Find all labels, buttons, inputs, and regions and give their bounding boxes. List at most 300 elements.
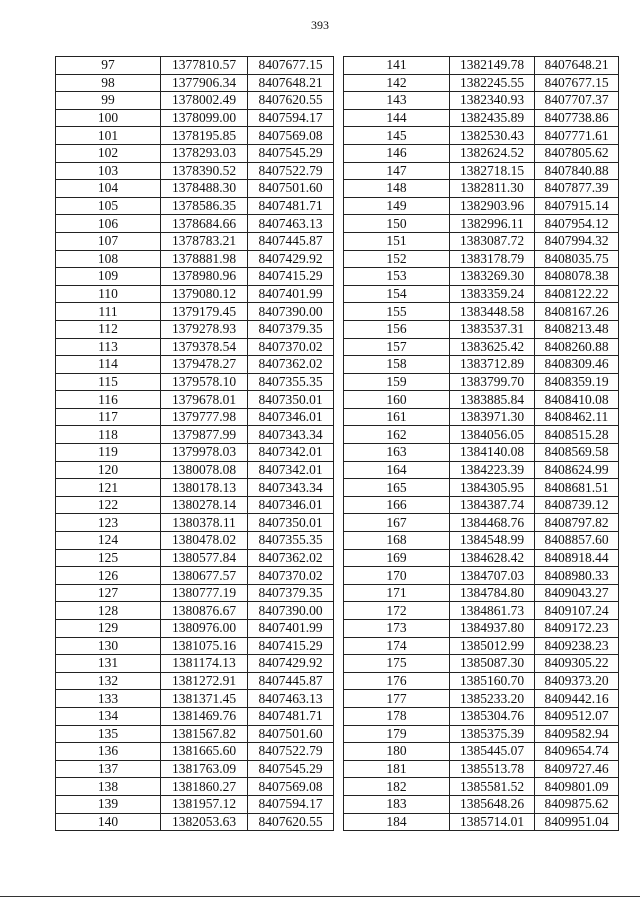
point-number-cell: 154 [344,285,450,303]
table-row [56,127,334,145]
y-coordinate-cell: 8407390.00 [248,602,334,620]
y-coordinate-cell: 8407343.34 [248,479,334,497]
table-row [344,127,619,145]
x-coordinate-cell: 1380876.67 [161,602,248,620]
table-row [344,479,619,497]
x-coordinate-cell: 1384548.99 [450,532,535,550]
y-coordinate-cell: 8407445.87 [248,672,334,690]
y-coordinate-cell: 8408797.82 [535,514,619,532]
y-coordinate-cell: 8409107.24 [535,602,619,620]
x-coordinate-cell: 1379080.12 [161,285,248,303]
table-row [344,549,619,567]
x-coordinate-cell: 1380378.11 [161,514,248,532]
table-row [344,320,619,338]
point-number-cell: 106 [56,215,161,233]
point-number-cell: 145 [344,127,450,145]
table-row [56,215,334,233]
table-row [56,373,334,391]
point-number-cell: 158 [344,356,450,374]
point-number-cell: 118 [56,426,161,444]
point-number-cell: 111 [56,303,161,321]
x-coordinate-cell: 1378881.98 [161,250,248,268]
x-coordinate-cell: 1382624.52 [450,144,535,162]
point-number-cell: 148 [344,180,450,198]
x-coordinate-cell: 1385648.26 [450,795,535,813]
point-number-cell: 180 [344,743,450,761]
x-coordinate-cell: 1385087.30 [450,655,535,673]
point-number-cell: 153 [344,268,450,286]
point-number-cell: 170 [344,567,450,585]
table-row [344,408,619,426]
y-coordinate-cell: 8407915.14 [535,197,619,215]
x-coordinate-cell: 1384305.95 [450,479,535,497]
point-number-cell: 109 [56,268,161,286]
x-coordinate-cell: 1384937.80 [450,620,535,638]
x-coordinate-cell: 1380478.02 [161,532,248,550]
point-number-cell: 114 [56,356,161,374]
table-row [56,602,334,620]
table-row [344,567,619,585]
table-row [344,743,619,761]
x-coordinate-cell: 1382340.93 [450,92,535,110]
x-coordinate-cell: 1384628.42 [450,549,535,567]
point-number-cell: 127 [56,584,161,602]
point-number-cell: 105 [56,197,161,215]
point-number-cell: 163 [344,444,450,462]
y-coordinate-cell: 8407463.13 [248,690,334,708]
x-coordinate-cell: 1385581.52 [450,778,535,796]
point-number-cell: 128 [56,602,161,620]
point-number-cell: 182 [344,778,450,796]
y-coordinate-cell: 8407379.35 [248,584,334,602]
y-coordinate-cell: 8407522.79 [248,162,334,180]
point-number-cell: 150 [344,215,450,233]
y-coordinate-cell: 8407342.01 [248,444,334,462]
table-row [56,584,334,602]
table-row [56,743,334,761]
x-coordinate-cell: 1382718.15 [450,162,535,180]
table-row [344,602,619,620]
table-row [56,514,334,532]
point-number-cell: 125 [56,549,161,567]
x-coordinate-cell: 1378980.96 [161,268,248,286]
y-coordinate-cell: 8409512.07 [535,707,619,725]
table-row [56,690,334,708]
y-coordinate-cell: 8408980.33 [535,567,619,585]
y-coordinate-cell: 8409172.23 [535,620,619,638]
table-row [56,426,334,444]
point-number-cell: 160 [344,391,450,409]
point-number-cell: 178 [344,707,450,725]
x-coordinate-cell: 1384707.03 [450,567,535,585]
y-coordinate-cell: 8409727.46 [535,760,619,778]
x-coordinate-cell: 1383087.72 [450,232,535,250]
point-number-cell: 136 [56,743,161,761]
point-number-cell: 129 [56,620,161,638]
y-coordinate-cell: 8407355.35 [248,532,334,550]
point-number-cell: 135 [56,725,161,743]
table-row [56,620,334,638]
x-coordinate-cell: 1379378.54 [161,338,248,356]
x-coordinate-cell: 1382811.30 [450,180,535,198]
y-coordinate-cell: 8408681.51 [535,479,619,497]
y-coordinate-cell: 8407342.01 [248,461,334,479]
point-number-cell: 126 [56,567,161,585]
point-number-cell: 151 [344,232,450,250]
y-coordinate-cell: 8408569.58 [535,444,619,462]
y-coordinate-cell: 8407620.55 [248,92,334,110]
x-coordinate-cell: 1381469.76 [161,707,248,725]
point-number-cell: 143 [344,92,450,110]
point-number-cell: 140 [56,813,161,831]
table-row [344,303,619,321]
point-number-cell: 177 [344,690,450,708]
y-coordinate-cell: 8407429.92 [248,655,334,673]
table-row [56,532,334,550]
table-row [344,532,619,550]
x-coordinate-cell: 1383359.24 [450,285,535,303]
y-coordinate-cell: 8407545.29 [248,144,334,162]
table-row [344,373,619,391]
y-coordinate-cell: 8408359.19 [535,373,619,391]
y-coordinate-cell: 8407648.21 [535,57,619,75]
y-coordinate-cell: 8407594.17 [248,795,334,813]
y-coordinate-cell: 8407481.71 [248,197,334,215]
point-number-cell: 134 [56,707,161,725]
y-coordinate-cell: 8407415.29 [248,268,334,286]
table-row [344,813,619,831]
point-number-cell: 108 [56,250,161,268]
y-coordinate-cell: 8407738.86 [535,109,619,127]
x-coordinate-cell: 1383799.70 [450,373,535,391]
point-number-cell: 152 [344,250,450,268]
x-coordinate-cell: 1383625.42 [450,338,535,356]
y-coordinate-cell: 8407594.17 [248,109,334,127]
point-number-cell: 99 [56,92,161,110]
table-row [344,760,619,778]
table-row [344,707,619,725]
point-number-cell: 107 [56,232,161,250]
x-coordinate-cell: 1379478.27 [161,356,248,374]
table-row [56,338,334,356]
point-number-cell: 141 [344,57,450,75]
x-coordinate-cell: 1381860.27 [161,778,248,796]
x-coordinate-cell: 1378002.49 [161,92,248,110]
x-coordinate-cell: 1384861.73 [450,602,535,620]
point-number-cell: 117 [56,408,161,426]
y-coordinate-cell: 8409951.04 [535,813,619,831]
y-coordinate-cell: 8408078.38 [535,268,619,286]
y-coordinate-cell: 8407620.55 [248,813,334,831]
point-number-cell: 165 [344,479,450,497]
table-row [56,707,334,725]
x-coordinate-cell: 1382149.78 [450,57,535,75]
point-number-cell: 142 [344,74,450,92]
y-coordinate-cell: 8407954.12 [535,215,619,233]
y-coordinate-cell: 8407379.35 [248,320,334,338]
y-coordinate-cell: 8408213.48 [535,320,619,338]
y-coordinate-cell: 8407501.60 [248,725,334,743]
y-coordinate-cell: 8407840.88 [535,162,619,180]
point-number-cell: 132 [56,672,161,690]
x-coordinate-cell: 1379978.03 [161,444,248,462]
point-number-cell: 102 [56,144,161,162]
x-coordinate-cell: 1384056.05 [450,426,535,444]
table-row [344,285,619,303]
x-coordinate-cell: 1383971.30 [450,408,535,426]
table-row [344,620,619,638]
y-coordinate-cell: 8407569.08 [248,127,334,145]
point-number-cell: 130 [56,637,161,655]
table-row [56,795,334,813]
y-coordinate-cell: 8407350.01 [248,514,334,532]
point-number-cell: 121 [56,479,161,497]
table-row [344,514,619,532]
point-number-cell: 139 [56,795,161,813]
table-row [344,144,619,162]
table-row [344,672,619,690]
x-coordinate-cell: 1378390.52 [161,162,248,180]
point-number-cell: 137 [56,760,161,778]
point-number-cell: 184 [344,813,450,831]
x-coordinate-cell: 1382903.96 [450,197,535,215]
y-coordinate-cell: 8407370.02 [248,338,334,356]
table-row [56,57,334,75]
y-coordinate-cell: 8407390.00 [248,303,334,321]
table-row [344,356,619,374]
table-row [56,144,334,162]
y-coordinate-cell: 8407343.34 [248,426,334,444]
y-coordinate-cell: 8409801.09 [535,778,619,796]
point-number-cell: 112 [56,320,161,338]
y-coordinate-cell: 8407677.15 [248,57,334,75]
point-number-cell: 168 [344,532,450,550]
table-row [56,268,334,286]
x-coordinate-cell: 1385445.07 [450,743,535,761]
point-number-cell: 98 [56,74,161,92]
y-coordinate-cell: 8409305.22 [535,655,619,673]
y-coordinate-cell: 8408918.44 [535,549,619,567]
y-coordinate-cell: 8408739.12 [535,496,619,514]
table-row [56,567,334,585]
table-row [56,760,334,778]
point-number-cell: 155 [344,303,450,321]
x-coordinate-cell: 1385012.99 [450,637,535,655]
x-coordinate-cell: 1381957.12 [161,795,248,813]
point-number-cell: 116 [56,391,161,409]
x-coordinate-cell: 1378783.21 [161,232,248,250]
y-coordinate-cell: 8408035.75 [535,250,619,268]
table-row [344,690,619,708]
y-coordinate-cell: 8408410.08 [535,391,619,409]
x-coordinate-cell: 1385714.01 [450,813,535,831]
y-coordinate-cell: 8408260.88 [535,338,619,356]
x-coordinate-cell: 1380178.13 [161,479,248,497]
table-row [344,268,619,286]
point-number-cell: 157 [344,338,450,356]
x-coordinate-cell: 1384784.80 [450,584,535,602]
x-coordinate-cell: 1383269.30 [450,268,535,286]
y-coordinate-cell: 8407805.62 [535,144,619,162]
table-row [56,672,334,690]
point-number-cell: 159 [344,373,450,391]
table-row [344,57,619,75]
x-coordinate-cell: 1381763.09 [161,760,248,778]
y-coordinate-cell: 8407707.37 [535,92,619,110]
x-coordinate-cell: 1380777.19 [161,584,248,602]
point-number-cell: 147 [344,162,450,180]
table-row [56,232,334,250]
x-coordinate-cell: 1377906.34 [161,74,248,92]
point-number-cell: 167 [344,514,450,532]
y-coordinate-cell: 8407362.02 [248,549,334,567]
table-row [344,232,619,250]
point-number-cell: 171 [344,584,450,602]
point-number-cell: 161 [344,408,450,426]
x-coordinate-cell: 1380078.08 [161,461,248,479]
x-coordinate-cell: 1382053.63 [161,813,248,831]
x-coordinate-cell: 1380278.14 [161,496,248,514]
y-coordinate-cell: 8407346.01 [248,496,334,514]
table-row [344,444,619,462]
table-row [344,197,619,215]
y-coordinate-cell: 8407522.79 [248,743,334,761]
x-coordinate-cell: 1382996.11 [450,215,535,233]
x-coordinate-cell: 1378293.03 [161,144,248,162]
x-coordinate-cell: 1379777.98 [161,408,248,426]
table-row [344,215,619,233]
table-row [56,197,334,215]
x-coordinate-cell: 1382245.55 [450,74,535,92]
y-coordinate-cell: 8407429.92 [248,250,334,268]
table-row [344,74,619,92]
y-coordinate-cell: 8407370.02 [248,567,334,585]
x-coordinate-cell: 1383537.31 [450,320,535,338]
point-number-cell: 174 [344,637,450,655]
table-row [56,496,334,514]
point-number-cell: 156 [344,320,450,338]
table-row [56,655,334,673]
y-coordinate-cell: 8409373.20 [535,672,619,690]
x-coordinate-cell: 1379578.10 [161,373,248,391]
y-coordinate-cell: 8407362.02 [248,356,334,374]
x-coordinate-cell: 1382530.43 [450,127,535,145]
table-row [56,391,334,409]
table-row [344,637,619,655]
point-number-cell: 144 [344,109,450,127]
table-row [56,303,334,321]
y-coordinate-cell: 8408515.28 [535,426,619,444]
x-coordinate-cell: 1378195.85 [161,127,248,145]
table-row [344,725,619,743]
table-row [344,109,619,127]
point-number-cell: 101 [56,127,161,145]
x-coordinate-cell: 1381075.16 [161,637,248,655]
point-number-cell: 173 [344,620,450,638]
x-coordinate-cell: 1384140.08 [450,444,535,462]
y-coordinate-cell: 8407355.35 [248,373,334,391]
point-number-cell: 100 [56,109,161,127]
point-number-cell: 97 [56,57,161,75]
table-row [344,584,619,602]
y-coordinate-cell: 8407569.08 [248,778,334,796]
table-row [56,813,334,831]
point-number-cell: 124 [56,532,161,550]
x-coordinate-cell: 1383448.58 [450,303,535,321]
table-row [56,250,334,268]
table-row [344,92,619,110]
table-row [344,162,619,180]
point-number-cell: 149 [344,197,450,215]
table-row [344,795,619,813]
x-coordinate-cell: 1380677.57 [161,567,248,585]
x-coordinate-cell: 1382435.89 [450,109,535,127]
table-row [56,356,334,374]
x-coordinate-cell: 1378099.00 [161,109,248,127]
point-number-cell: 113 [56,338,161,356]
x-coordinate-cell: 1380577.84 [161,549,248,567]
point-number-cell: 103 [56,162,161,180]
point-number-cell: 110 [56,285,161,303]
x-coordinate-cell: 1379877.99 [161,426,248,444]
x-coordinate-cell: 1381567.82 [161,725,248,743]
table-row [344,250,619,268]
y-coordinate-cell: 8408309.46 [535,356,619,374]
y-coordinate-cell: 8407771.61 [535,127,619,145]
point-number-cell: 176 [344,672,450,690]
table-row [56,637,334,655]
y-coordinate-cell: 8408167.26 [535,303,619,321]
point-number-cell: 122 [56,496,161,514]
point-number-cell: 133 [56,690,161,708]
y-coordinate-cell: 8407401.99 [248,285,334,303]
y-coordinate-cell: 8409875.62 [535,795,619,813]
x-coordinate-cell: 1378586.35 [161,197,248,215]
point-number-cell: 175 [344,655,450,673]
x-coordinate-cell: 1385513.78 [450,760,535,778]
point-number-cell: 172 [344,602,450,620]
x-coordinate-cell: 1377810.57 [161,57,248,75]
table-body [344,57,619,831]
x-coordinate-cell: 1385233.20 [450,690,535,708]
table-row [56,408,334,426]
table-row [344,180,619,198]
x-coordinate-cell: 1381272.91 [161,672,248,690]
point-number-cell: 119 [56,444,161,462]
y-coordinate-cell: 8407415.29 [248,637,334,655]
x-coordinate-cell: 1384468.76 [450,514,535,532]
y-coordinate-cell: 8407648.21 [248,74,334,92]
table-row [344,655,619,673]
table-row [56,479,334,497]
table-row [344,338,619,356]
table-row [56,549,334,567]
coordinates-table-right [343,56,619,831]
table-body [56,57,334,831]
table-row [56,109,334,127]
table-row [56,180,334,198]
y-coordinate-cell: 8407463.13 [248,215,334,233]
x-coordinate-cell: 1383178.79 [450,250,535,268]
bottom-rule [0,896,640,897]
point-number-cell: 115 [56,373,161,391]
point-number-cell: 169 [344,549,450,567]
x-coordinate-cell: 1384387.74 [450,496,535,514]
table-row [56,444,334,462]
table-row [56,92,334,110]
point-number-cell: 162 [344,426,450,444]
x-coordinate-cell: 1381174.13 [161,655,248,673]
